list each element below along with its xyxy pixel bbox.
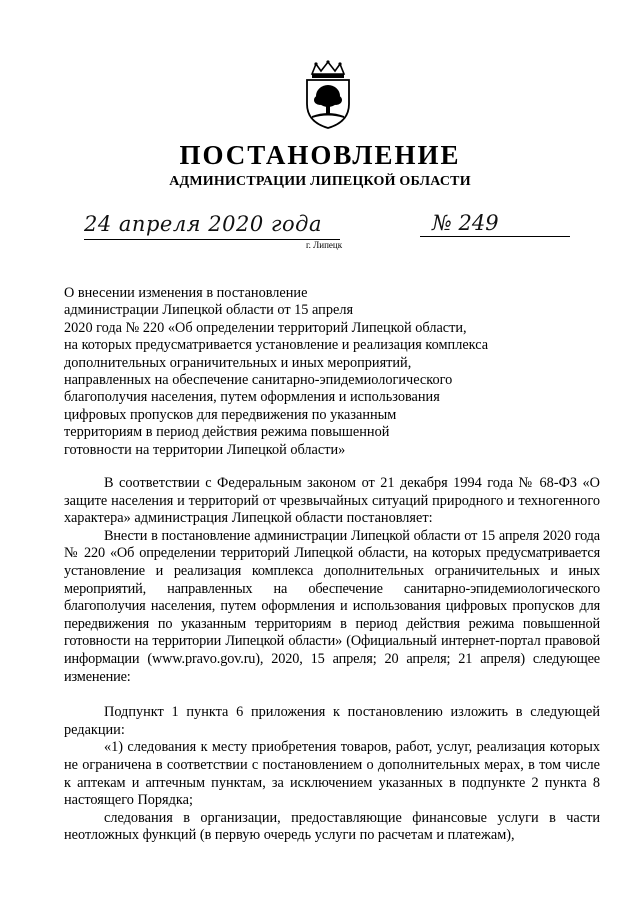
quoted-clause-paragraph: следования в организации, предоставляющие финансовые услуги в части неотложных функций (в первую очередь услуги по расчетам и платежам), — [64, 809, 600, 844]
number-underline — [420, 236, 570, 237]
handwritten-number: № 249 — [432, 211, 499, 235]
heading-line: 2020 года № 220 «Об определении территорий Липецкой области, — [64, 319, 467, 336]
amendment-paragraph: Внести в постановление администрации Липецкой области от 15 апреля 2020 года № 220 «Об определении территорий Липецкой области, на которых предусматривается установление и реализация комплекса дополнительных ограничительных и иных мероприятий, направленных на обеспечение санитарно-эпидемиологического благополучия населения, путем оформления и использования цифровых пропусков для передвижения по указанным территориям в период действия режима повышенной готовности на территории Липецкой области» (Официальный интернет-портал правовой информации (www.pravo.gov.ru), 2020, 15 апреля; 20 апреля; 21 апреля) следующее изменение: — [64, 527, 600, 685]
heading-line: направленных на обеспечение санитарно-эпидемиологического — [64, 372, 453, 389]
heading-line: О внесении изменения в постановление — [64, 285, 308, 301]
heading-line: благополучия населения, путем оформления и использования — [64, 389, 440, 406]
heading-line: готовности на территории Липецкой области» — [64, 441, 346, 458]
place-label: г. Липецк — [306, 240, 343, 250]
issuing-authority: АДМИНИСТРАЦИИ ЛИПЕЦКОЙ ОБЛАСТИ — [169, 174, 471, 189]
resolution-heading — [64, 285, 534, 459]
heading-line: дополнительных ограничительных и иных мероприятий, — [64, 354, 412, 371]
handwritten-date: 24 апреля 2020 года — [84, 212, 322, 236]
heading-line: администрации Липецкой области от 15 апреля — [64, 302, 354, 319]
heading-line: территориям в период действия режима повышенной — [64, 424, 390, 441]
coat-of-arms-icon — [300, 60, 356, 130]
subclause-paragraph: Подпункт 1 пункта 6 приложения к постановлению изложить в следующей редакции: — [64, 704, 600, 738]
heading-line: на которых предусматривается установление и реализация комплекса — [64, 337, 489, 354]
date-underline — [84, 239, 340, 240]
preamble-paragraph: В соответствии с Федеральным законом от 21 декабря 1994 года № 68-ФЗ «О защите населения и территорий от чрезвычайных ситуаций природного и техногенного характера» администрация Липецкой области постановляет: — [64, 475, 600, 527]
document-title: ПОСТАНОВЛЕНИЕ — [179, 140, 461, 170]
heading-line: цифровых пропусков для передвижения по указанным — [64, 406, 397, 423]
quoted-clause-paragraph: «1) следования к месту приобретения товаров, работ, услуг, реализация которых не ограничена в соответствии с постановлением о дополнительных мерах, в том числе к аптекам и аптечным пунктам, за исключением указанных в подпункте 2 пункта 8 настоящего Порядка; — [64, 739, 600, 809]
resolution-body — [64, 475, 600, 845]
